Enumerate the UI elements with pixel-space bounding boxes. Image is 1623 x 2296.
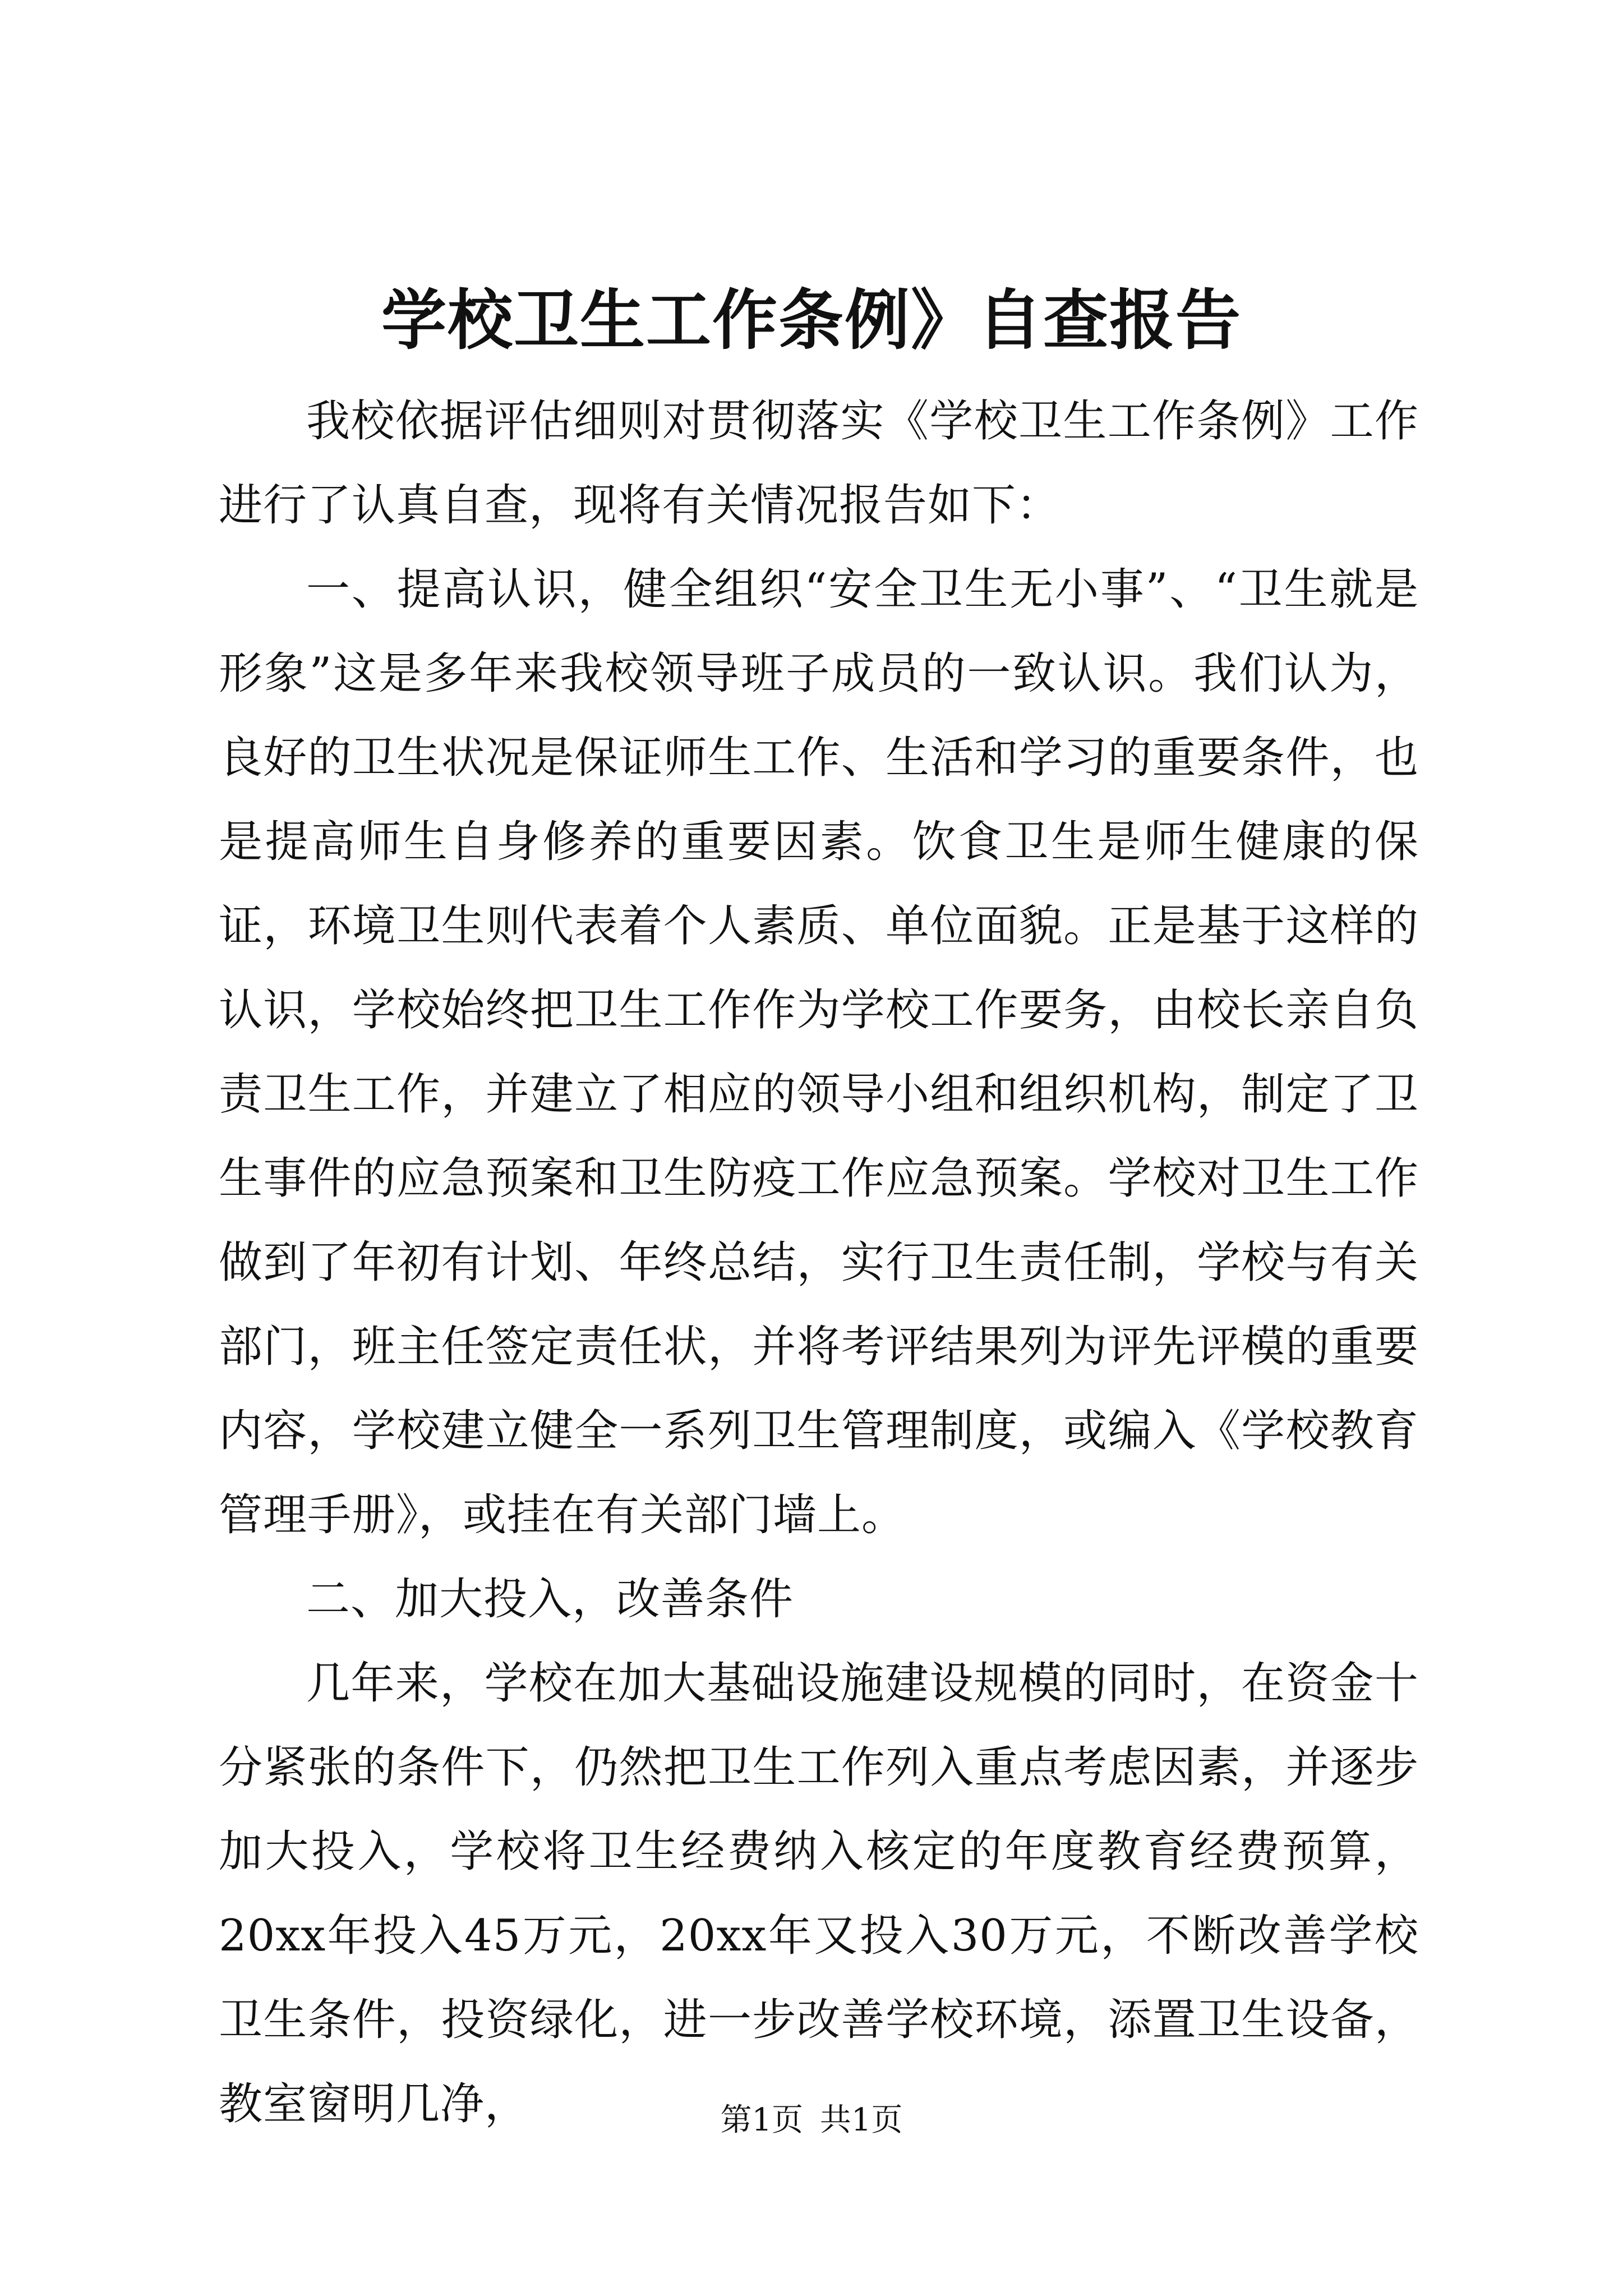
section-one-paragraph: 一、提高认识，健全组织“安全卫生无小事”、“卫生就是形象”这是多年来我校领导班子成员的一致认识。我们认为，良好的卫生状况是保证师生工作、生活和学习的重要条件，也是提高师生自身修养的重要因素。饮食卫生是师生健康的保证，环境卫生则代表着个人素质、单位面貌。正是基于这样的认识，学校始终把卫生工作作为学校工作要务，由校长亲自负责卫生工作，并建立了相应的领导小组和组织机构，制定了卫生事件的应急预案和卫生防疫工作应急预案。学校对卫生工作做到了年初有计划、年终总结，实行卫生责任制，学校与有关部门，班主任签定责任状，并将考评结果列为评先评模的重要内容，学校建立健全一系列卫生管理制度，或编入《学校教育管理手册》，或挂在有关部门墙上。 — [219, 564, 1419, 1540]
page-footer — [0, 2098, 1623, 2143]
page-total: 共1页 — [819, 2102, 903, 2138]
intro-paragraph: 我校依据评估细则对贯彻落实《学校卫生工作条例》工作进行了认真自查，现将有关情况报告如下： — [219, 396, 1419, 531]
section-two-heading: 二、加大投入，改善条件 — [306, 1574, 794, 1625]
section-two-paragraph: 几年来，学校在加大基础设施建设规模的同时，在资金十分紧张的条件下，仍然把卫生工作列入重点考虑因素，并逐步加大投入，学校将卫生经费纳入核定的年度教育经费预算，20xx年投入45万元，20xx年又投入30万元，不断改善学校卫生条件，投资绿化，进一步改善学校环境，添置卫生设备，教室窗明几净， — [219, 1658, 1419, 2129]
document-title: 学校卫生工作条例》自查报告 — [381, 282, 1242, 358]
page-number: 第1页 — [720, 2102, 804, 2138]
document-body — [219, 379, 1419, 2146]
